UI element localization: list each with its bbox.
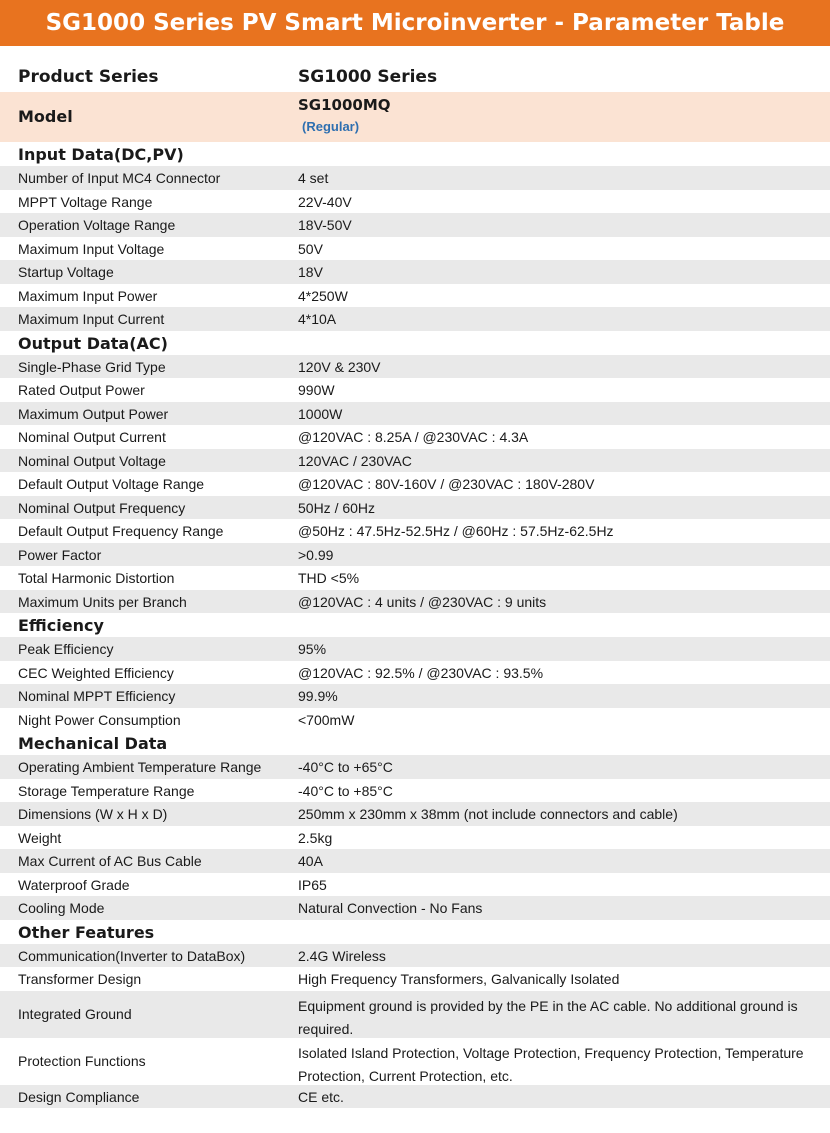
row-value: 250mm x 230mm x 38mm (not include connectors and cable) bbox=[298, 806, 678, 822]
row-value: 40A bbox=[298, 853, 323, 869]
row-label: Waterproof Grade bbox=[18, 876, 130, 893]
row-value: @50Hz : 47.5Hz-52.5Hz / @60Hz : 57.5Hz-62.5Hz bbox=[298, 523, 614, 539]
row-label: Communication(Inverter to DataBox) bbox=[18, 947, 246, 964]
section-title: Efficiency bbox=[18, 616, 104, 635]
row-label: Design Compliance bbox=[18, 1088, 140, 1105]
table-row bbox=[0, 284, 830, 308]
table-row bbox=[0, 967, 830, 991]
product-series-row bbox=[0, 62, 830, 92]
row-label: Peak Efficiency bbox=[18, 641, 114, 657]
row-value: 95% bbox=[298, 641, 327, 657]
row-label: Cooling Mode bbox=[18, 900, 105, 916]
product-series-value: SG1000 Series bbox=[298, 67, 438, 87]
row-label: Power Factor bbox=[18, 546, 102, 563]
table-row bbox=[0, 802, 830, 826]
row-value: 50Hz / 60Hz bbox=[298, 499, 376, 516]
row-value: <700mW bbox=[298, 711, 355, 728]
section-heading bbox=[0, 331, 830, 355]
model-label: Model bbox=[18, 107, 73, 126]
row-value: High Frequency Transformers, Galvanically Isolated bbox=[298, 971, 620, 987]
row-value: 50V bbox=[298, 240, 323, 257]
table-row bbox=[0, 944, 830, 968]
spec-table bbox=[0, 142, 830, 1108]
table-row bbox=[0, 896, 830, 920]
section-title: Other Features bbox=[18, 922, 155, 942]
product-series-label: Product Series bbox=[18, 67, 159, 87]
row-value: THD <5% bbox=[298, 570, 360, 586]
table-row bbox=[0, 661, 830, 685]
table-row bbox=[0, 543, 830, 567]
section-heading bbox=[0, 920, 830, 944]
table-row bbox=[0, 1085, 830, 1109]
table-row bbox=[0, 1038, 830, 1085]
model-row bbox=[0, 92, 830, 142]
table-row bbox=[0, 708, 830, 732]
row-value: 18V-50V bbox=[298, 217, 352, 233]
table-row bbox=[0, 237, 830, 261]
row-label: Protection Functions bbox=[18, 1052, 146, 1069]
row-label: Maximum Output Power bbox=[18, 405, 169, 422]
row-label: Transformer Design bbox=[18, 971, 142, 987]
row-label: Startup Voltage bbox=[18, 264, 114, 280]
section-heading bbox=[0, 731, 830, 755]
table-row bbox=[0, 472, 830, 496]
table-row bbox=[0, 826, 830, 850]
row-label: Maximum Input Current bbox=[18, 311, 165, 327]
section-title: Output Data(AC) bbox=[18, 333, 168, 353]
row-label: Single-Phase Grid Type bbox=[18, 358, 166, 375]
table-row bbox=[0, 566, 830, 590]
table-row bbox=[0, 684, 830, 708]
table-row bbox=[0, 260, 830, 284]
table-row bbox=[0, 307, 830, 331]
row-value: @120VAC : 4 units / @230VAC : 9 units bbox=[298, 593, 547, 610]
row-label: Weight bbox=[18, 829, 62, 846]
row-value: CE etc. bbox=[298, 1088, 344, 1105]
table-row bbox=[0, 355, 830, 379]
row-value: @120VAC : 92.5% / @230VAC : 93.5% bbox=[298, 664, 544, 681]
table-row bbox=[0, 402, 830, 426]
table-row bbox=[0, 425, 830, 449]
table-row bbox=[0, 496, 830, 520]
table-row bbox=[0, 779, 830, 803]
section-heading bbox=[0, 613, 830, 637]
row-value: 99.9% bbox=[298, 688, 338, 704]
row-label: Nominal Output Frequency bbox=[18, 499, 186, 516]
table-row bbox=[0, 190, 830, 214]
table-row bbox=[0, 873, 830, 897]
row-value: -40°C to +85°C bbox=[298, 782, 393, 799]
row-label: Nominal Output Current bbox=[18, 429, 166, 445]
section-title: Input Data(DC,PV) bbox=[18, 145, 184, 164]
table-row bbox=[0, 519, 830, 543]
table-row bbox=[0, 590, 830, 614]
row-label: CEC Weighted Efficiency bbox=[18, 664, 174, 681]
row-label: Storage Temperature Range bbox=[18, 782, 195, 799]
table-row bbox=[0, 755, 830, 779]
row-label: Operating Ambient Temperature Range bbox=[18, 759, 262, 775]
row-value: @120VAC : 80V-160V / @230VAC : 180V-280V bbox=[298, 476, 595, 492]
row-value: 22V-40V bbox=[298, 193, 352, 210]
row-value: 4*10A bbox=[298, 311, 337, 327]
row-value: Natural Convection - No Fans bbox=[298, 900, 483, 916]
section-heading bbox=[0, 142, 830, 166]
row-label: Maximum Units per Branch bbox=[18, 593, 187, 610]
table-row bbox=[0, 166, 830, 190]
row-label: Night Power Consumption bbox=[18, 711, 181, 728]
page-title-banner bbox=[0, 0, 830, 46]
table-row bbox=[0, 637, 830, 661]
row-value: @120VAC : 8.25A / @230VAC : 4.3A bbox=[298, 429, 529, 445]
row-value: 120V & 230V bbox=[298, 358, 381, 375]
row-label: Rated Output Power bbox=[18, 382, 145, 398]
table-row bbox=[0, 378, 830, 402]
row-value: 2.4G Wireless bbox=[298, 947, 386, 964]
row-value: Equipment ground is provided by the PE in the AC cable. No additional ground is required. bbox=[298, 997, 798, 1037]
row-value: Isolated Island Protection, Voltage Protection, Frequency Protection, Temperature Protection, Current Protection, etc. bbox=[298, 1044, 804, 1084]
table-row bbox=[0, 213, 830, 237]
row-label: Operation Voltage Range bbox=[18, 217, 176, 233]
row-value: 990W bbox=[298, 382, 335, 398]
row-value: 120VAC / 230VAC bbox=[298, 452, 412, 469]
row-label: Maximum Input Voltage bbox=[18, 240, 165, 257]
row-value: 4 set bbox=[298, 170, 329, 186]
model-value bbox=[298, 96, 391, 134]
row-value: 2.5kg bbox=[298, 829, 333, 846]
page-title: SG1000 Series PV Smart Microinverter - Parameter Table bbox=[45, 10, 785, 36]
row-value: 1000W bbox=[298, 405, 343, 422]
row-label: Nominal MPPT Efficiency bbox=[18, 688, 176, 704]
table-row bbox=[0, 991, 830, 1038]
row-label: Integrated Ground bbox=[18, 1005, 132, 1022]
row-label: Number of Input MC4 Connector bbox=[18, 170, 221, 186]
row-value: IP65 bbox=[298, 876, 327, 893]
row-value: >0.99 bbox=[298, 546, 334, 563]
model-name: SG1000MQ bbox=[298, 96, 391, 114]
row-value: 18V bbox=[298, 264, 323, 280]
table-row bbox=[0, 849, 830, 873]
row-label: Max Current of AC Bus Cable bbox=[18, 853, 202, 869]
section-title: Mechanical Data bbox=[18, 734, 168, 753]
model-variant: (Regular) bbox=[302, 119, 360, 134]
row-label: Nominal Output Voltage bbox=[18, 452, 166, 469]
row-label: Total Harmonic Distortion bbox=[18, 570, 175, 586]
row-label: Maximum Input Power bbox=[18, 287, 158, 304]
row-value: -40°C to +65°C bbox=[298, 759, 393, 775]
row-value: 4*250W bbox=[298, 287, 348, 304]
row-label: Default Output Voltage Range bbox=[18, 476, 205, 492]
table-row bbox=[0, 449, 830, 473]
row-label: Default Output Frequency Range bbox=[18, 523, 224, 539]
row-label: MPPT Voltage Range bbox=[18, 193, 153, 210]
row-label: Dimensions (W x H x D) bbox=[18, 806, 168, 822]
